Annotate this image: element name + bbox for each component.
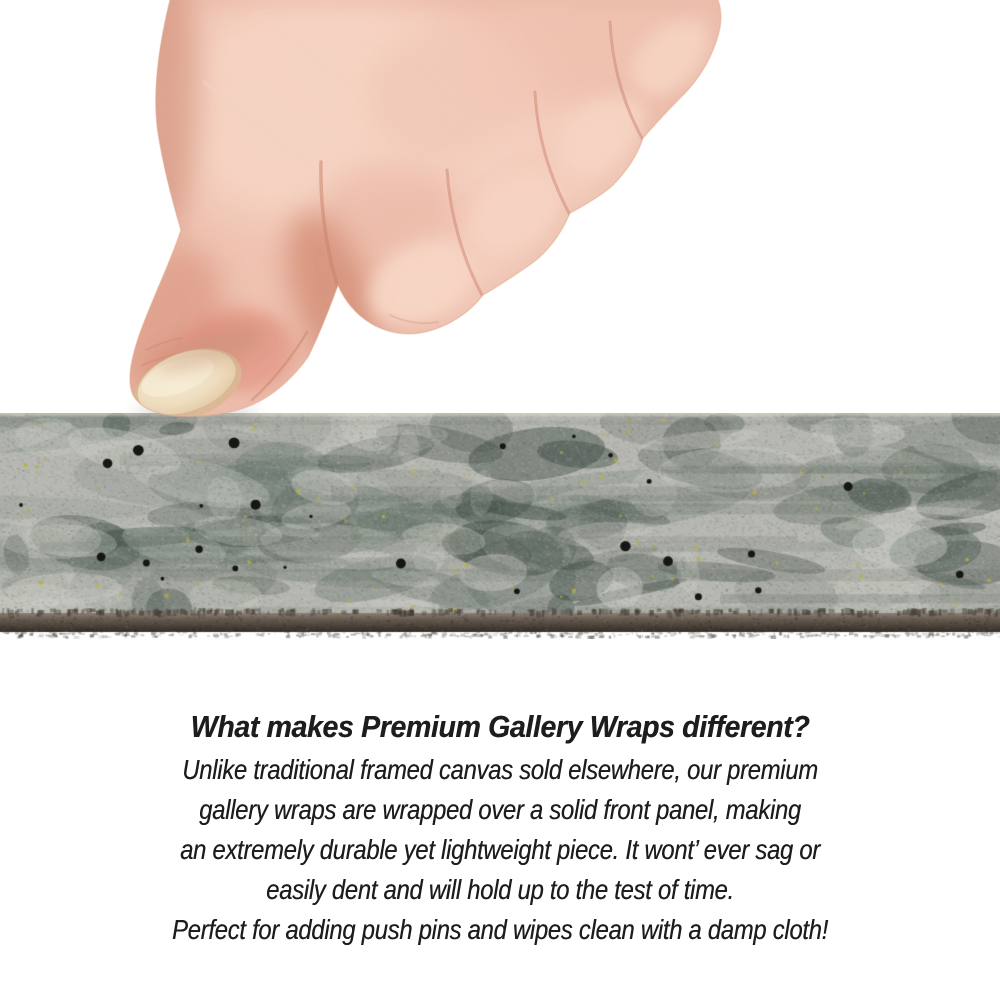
canvas-strip-photo <box>0 413 1000 639</box>
caption-line: Unlike traditional framed canvas sold elsewhere, our premium <box>182 754 818 785</box>
caption-line: easily dent and will hold up to the test of time. <box>266 874 734 905</box>
hand-photo <box>0 0 1000 436</box>
caption-heading: What makes Premium Gallery Wraps different? <box>190 709 810 744</box>
caption-line: an extremely durable yet lightweight piece. It wont’ ever sag or <box>180 834 820 865</box>
caption-line: gallery wraps are wrapped over a solid front panel, making <box>199 794 801 825</box>
caption-body <box>75 750 925 950</box>
caption-line: Perfect for adding push pins and wipes clean with a damp cloth! <box>171 914 829 945</box>
